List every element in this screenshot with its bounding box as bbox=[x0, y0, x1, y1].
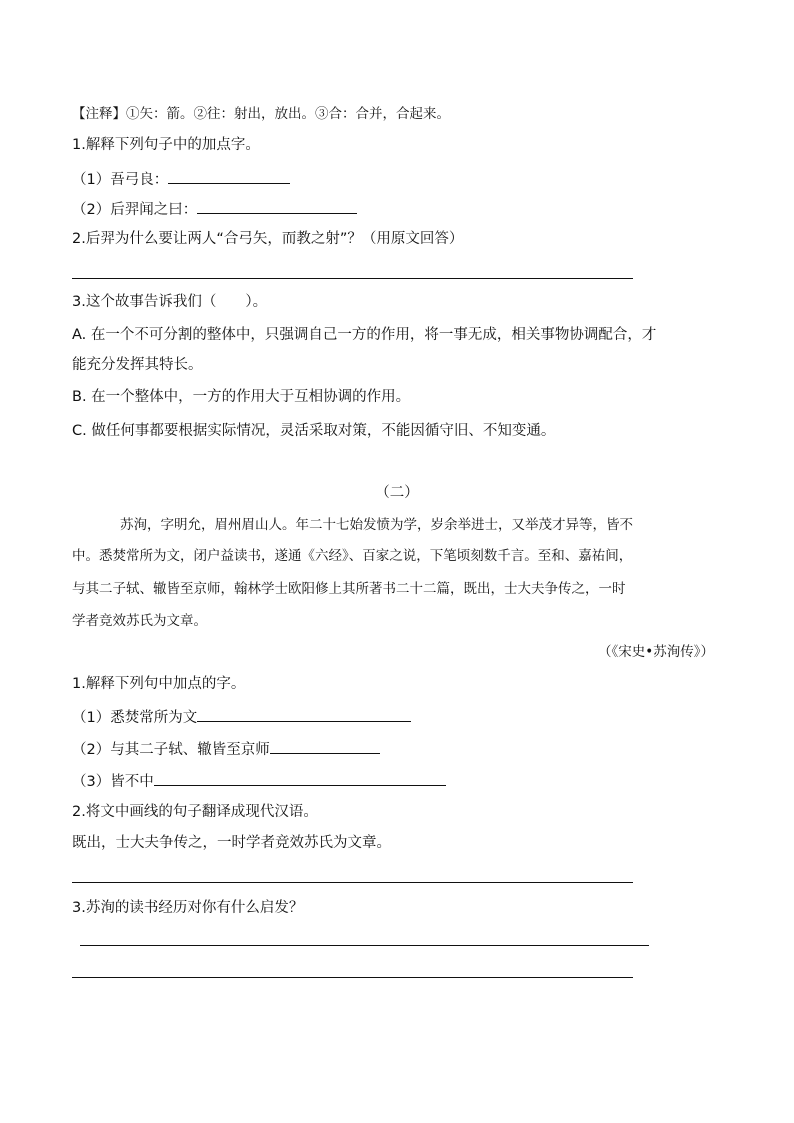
option-a-line-1: A. 在一个不可分割的整体中，只强调自己一方的作用，将一事无成，相关事物协调配合，才 bbox=[72, 327, 657, 343]
option-b: B. 在一个整体中，一方的作用大于互相协调的作用。 bbox=[72, 389, 411, 405]
part2-question-1-item-2-label: （2）与其二子轼、辙皆至京师 bbox=[72, 742, 270, 758]
question-2-title: 2.后羿为什么要让两人“合弓矢，而教之射”？（用原文回答） bbox=[72, 231, 464, 247]
part2-question-1-item-1-label: （1）悉焚常所为文 bbox=[72, 710, 198, 726]
option-a-line-2: 能充分发挥其特长。 bbox=[72, 357, 203, 373]
question-1-item-2-label: （2）后羿闻之曰： bbox=[72, 202, 198, 218]
question-1-item-2 bbox=[72, 198, 357, 220]
passage-line-4: 学者竞效苏氏为文章。 bbox=[72, 613, 207, 629]
answer-blank[interactable] bbox=[154, 770, 446, 786]
option-c: C. 做任何事都要根据实际情况，灵活采取对策，不能因循守旧、不知变通。 bbox=[72, 423, 556, 439]
question-1-title: 1.解释下列句子中的加点字。 bbox=[72, 137, 260, 153]
answer-line[interactable] bbox=[72, 882, 633, 883]
annotation-note: 【注释】①矢：箭。②往：射出，放出。③合：合并，合起来。 bbox=[72, 106, 450, 122]
question-3-title: 3.这个故事告诉我们（ ）。 bbox=[72, 294, 268, 310]
question-1-item-1-label: （1）吾弓良： bbox=[72, 172, 169, 188]
answer-line[interactable] bbox=[80, 945, 649, 946]
answer-blank[interactable] bbox=[168, 168, 290, 184]
passage-line-1: 苏洵，字明允，眉州眉山人。年二十七始发愤为学，岁余举进士，又举茂才异等，皆不 bbox=[120, 517, 633, 533]
part2-question-1-title: 1.解释下列句中加点的字。 bbox=[72, 676, 246, 692]
part2-question-1-item-2 bbox=[72, 738, 380, 760]
part2-question-3-title: 3.苏洵的读书经历对你有什么启发？ bbox=[72, 900, 304, 916]
question-1-item-1 bbox=[72, 168, 290, 190]
part2-question-1-item-1 bbox=[72, 706, 411, 728]
passage-line-3: 与其二子轼、辙皆至京师，翰林学士欧阳修上其所著书二十二篇，既出，士大夫争传之，一时 bbox=[72, 581, 626, 597]
answer-line[interactable] bbox=[72, 278, 633, 279]
section-heading: （二） bbox=[375, 485, 419, 501]
part2-question-2-title: 2.将文中画线的句子翻译成现代汉语。 bbox=[72, 804, 318, 820]
part2-question-2-sentence: 既出，士大夫争传之，一时学者竞效苏氏为文章。 bbox=[72, 835, 391, 851]
part2-question-1-item-3-label: （3）皆不中 bbox=[72, 774, 154, 790]
answer-line[interactable] bbox=[72, 977, 633, 978]
answer-blank[interactable] bbox=[197, 198, 357, 214]
answer-blank[interactable] bbox=[270, 738, 380, 754]
source-citation: （《宋史•苏洵传》） bbox=[598, 644, 714, 660]
answer-blank[interactable] bbox=[197, 706, 411, 722]
part2-question-1-item-3 bbox=[72, 770, 446, 792]
passage-line-2: 中。悉焚常所为文，闭户益读书，遂通《六经》、百家之说，下笔顷刻数千言。至和、嘉祐间， bbox=[72, 548, 633, 564]
